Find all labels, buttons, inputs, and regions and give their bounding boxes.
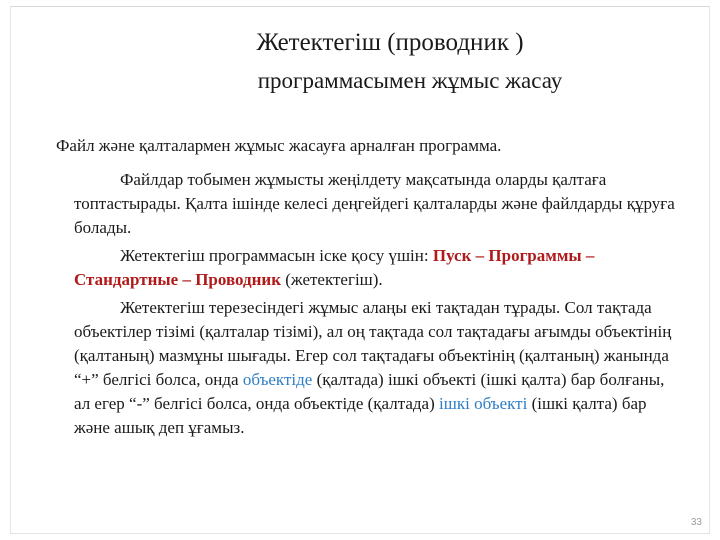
paragraph-3-part-2: (қалтада) ішкі объекті (ішкі қалта) бар болғаны, ал егер “-” белгісі болса, онда объектіде (қалтада) [74, 370, 665, 413]
slide-border-top [10, 6, 710, 7]
highlight-object: объектіде [242, 370, 313, 389]
paragraph-1-text: Файлдар тобымен жұмысты жеңілдету мақсатында оларды қалтаға топтастырады. Қалта ішінде келесі деңгейдегі қалталарды және файлдарды құруға болады. [74, 170, 675, 237]
paragraph-2-after: (жетектегіш). [281, 270, 383, 289]
paragraph-3-part-3: (ішкі қалта) бар және ашық деп ұғамыз. [74, 394, 647, 437]
paragraph-3 [74, 296, 684, 440]
start-menu-path: Пуск – Программы – Стандартные – Проводник [74, 246, 595, 289]
slide-border-left [10, 6, 11, 534]
title-line-2: программасымен жұмыс жасау [257, 68, 563, 93]
slide-title [100, 24, 660, 100]
paragraph-2-before: Жетектегіш программасын іске қосу үшін: [120, 246, 433, 265]
paragraph-2 [74, 244, 684, 292]
slide-border-bottom [10, 533, 710, 534]
slide-border-right [709, 6, 710, 534]
highlight-sub-object: ішкі объекті [439, 394, 528, 413]
paragraph-1 [74, 168, 684, 240]
paragraph-3-part-1: Жетектегіш терезесіндегі жұмыс алаңы екі тақтадан тұрады. Сол тақтада объектілер тізімі (қалталар тізімі), ал оң тақтада сол тақтадағы ағымды объектінің (қалтаның) мазмұны шығады. Егер сол тақтадағы объектінің (қалтаның) жанында “+” белгісі болса, онда [74, 298, 672, 389]
page-number: 33 [690, 517, 702, 528]
title-line-1: Жетектегіш (проводник ) [256, 29, 524, 56]
intro-text: Файл және қалталармен жұмыс жасауға арналған программа. [56, 136, 502, 155]
